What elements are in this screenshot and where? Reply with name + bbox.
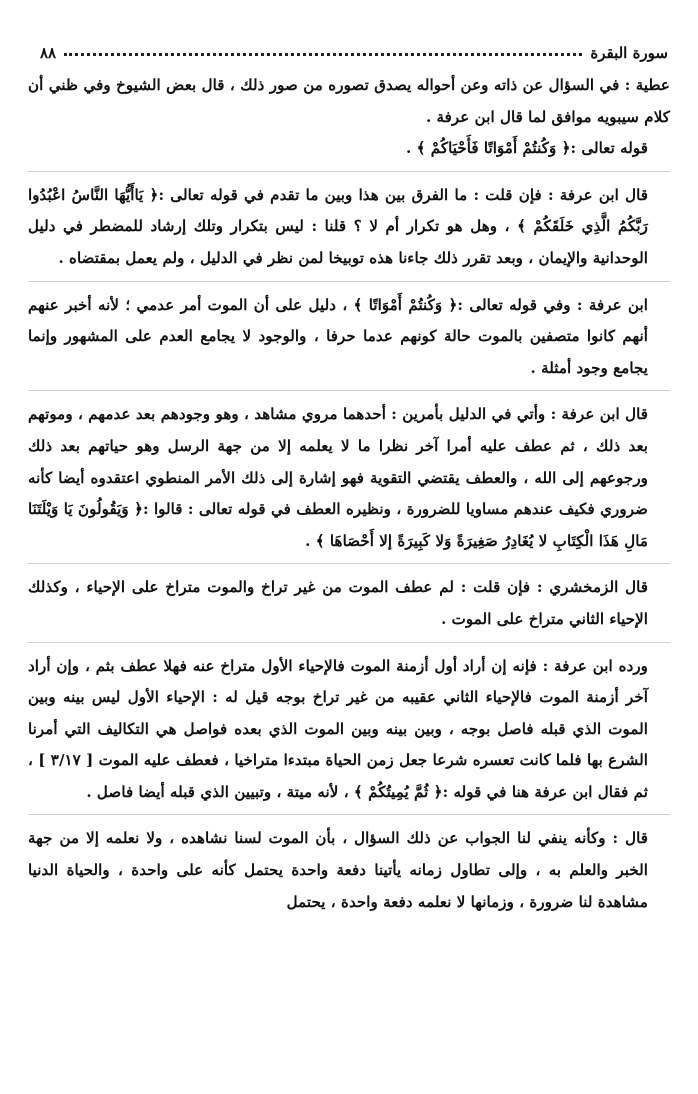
paragraph-8: قال : وكأنه ينفي لنا الجواب عن ذلك السؤال ، بأن الموت لسنا نشاهده ، ولا نعلمه إلا من جهة الخبر والعلم به ، وإلى تطاول زمانه يأتينا دفعة واحدة يحتمل كأنه على واحدة ، والحياة الدنيا مشاهدة لنا ضرورة ، وزمانها لا نعلمه دفعة واحدة ، يحتمل xyxy=(28,829,648,911)
separator xyxy=(28,390,670,393)
paragraph-2: قوله تعالى :﴿ وَكُنتُمْ أَمْوَاتًا فَأَحْيَاكُمْ ﴾ . xyxy=(406,139,648,158)
separator xyxy=(28,281,670,284)
paragraph-3: قال ابن عرفة : فإن قلت : ما الفرق بين هذا وبين ما تقدم في قوله تعالى :﴿ يَاأَيُّهَا النَّاسُ اعْبُدُوا رَبَّكُمُ الَّذِي خَلَقَكُمْ ﴾ ، وهل هو تكرار أم لا ؟ قلنا : ليس بتكرار وتلك إرشاد للمضطر في دليل الوحدانية والإيمان ، وبعد تقرر ذلك جاءنا هذه توبيخا لمن نظر في الدليل ، ولم يعمل بمقتضاه . xyxy=(28,185,648,267)
separator xyxy=(28,642,670,645)
paragraph-1: عطية : في السؤال عن ذاته وعن أحواله يصدق تصوره من صور ذلك ، قال بعض الشيوخ وفي ظني أن كلام سيبويه موافق لما قال ابن عرفة . xyxy=(28,76,670,126)
page-header xyxy=(40,36,668,62)
separator xyxy=(28,171,670,174)
sura-title: سورة البقرة xyxy=(590,44,668,62)
separator xyxy=(28,563,670,566)
page-body xyxy=(28,70,670,918)
paragraph-7: ورده ابن عرفة : فإنه إن أراد أول أزمنة الموت فالإحياء الأول متراخ عنه فهلا عطف بثم ، وإن أراد آخر أزمنة الموت فالإحياء الثاني عقيبه من غير تراخ بوجه قيل له : الإحياء الأول ليس بينه وبين الموت الذي قبله فاصل بوجه ، وبين بينه وبين الموت الذي بعده فواصل هي التكاليف التي أمرنا الشرع بها فلما كانت تعسره شرعا جعل زمن الحياة مبتدءا متراخيا ، فعطف عليه الموت [ ٣/١٧ ] ، ثم فقال ابن عرفة هنا في قوله :﴿ ثُمَّ يُمِيتُكُمْ ﴾ ، لأنه ميتة ، وتبيين الذي قبله أيضا فاصل . xyxy=(28,656,648,801)
separator xyxy=(28,814,670,817)
page-number: ٨٨ xyxy=(40,44,57,62)
header-dotted-rule xyxy=(64,53,582,56)
paragraph-4: ابن عرفة : وفي قوله تعالى :﴿ وَكُنتُمْ أَمْوَاتًا ﴾ ، دليل على أن الموت أمر عدمي ؛ لأنه أخبر عنهم أنهم كانوا متصفين بالموت حالة كونهم عدما حرفا ، والوجود لا يجامع العدم على المشهور وإنما يجامع وجود أمثلة . xyxy=(28,295,648,377)
paragraph-5: قال ابن عرفة : وأتي في الدليل بأمرين : أحدهما مروي مشاهد ، وهو وجودهم بعد عدمهم ، وموتهم بعد ذلك ، ثم عطف عليه أمرا آخر نظرا ما لا يعلمه إلا من جهة الرسل وهو حياتهم بعد ذلك ورجوعهم إلى الله ، والعطف يقتضي التقوية فهو إشارة إلى ذلك الأمر المنطوي اعتقدوه أيضا كأنه ضروري فكيف عندهم مساويا للضرورة ، ونظيره العطف في قوله تعالى : قالوا :﴿ وَيَقُولُونَ يَا وَيْلَتَنَا مَالِ هَذَا الْكِتَابِ لا يُغَادِرُ صَغِيرَةً وَلا كَبِيرَةً إلا أَحْصَاهَا ﴾ . xyxy=(28,405,648,550)
paragraph-6: قال الزمخشري : فإن قلت : لم عطف الموت من غير تراخ والموت متراخ على الإحياء ، وكذلك الإحياء الثاني متراخ على الموت . xyxy=(28,578,648,628)
